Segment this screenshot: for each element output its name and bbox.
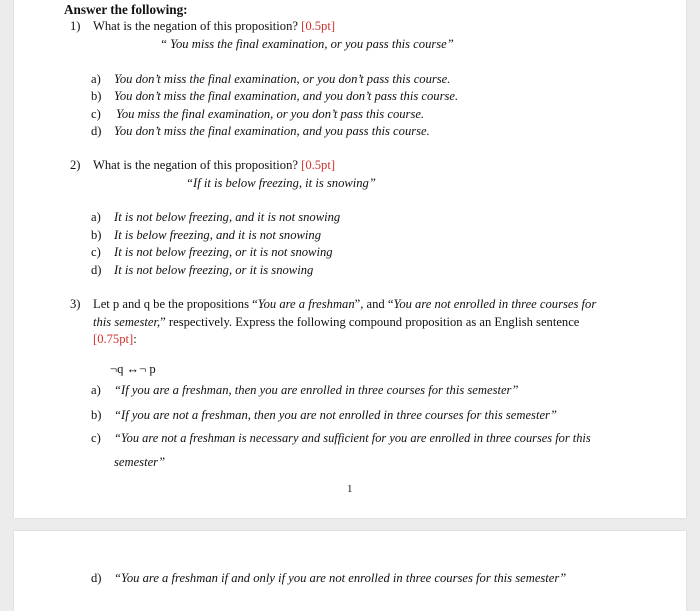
q3-line-1 xyxy=(93,297,596,311)
q2-option-c: It is not below freezing, or it is not snowing xyxy=(114,245,333,259)
q2-number: 2) xyxy=(70,158,81,172)
q3-line1-a: Let p and q be the propositions “ xyxy=(93,297,258,311)
q2-option-d-label: d) xyxy=(91,263,102,277)
q2-option-a-label: a) xyxy=(91,210,101,224)
page-number: 1 xyxy=(347,483,353,495)
q1-option-a-label: a) xyxy=(91,72,101,86)
q1-option-c-label: c) xyxy=(91,107,101,121)
q2-option-b: It is below freezing, and it is not snowing xyxy=(114,228,321,242)
q3-formula: ¬q ↔¬ p xyxy=(110,362,156,376)
q3-option-b-label: b) xyxy=(91,408,102,422)
q1-points: [0.5pt] xyxy=(301,19,336,33)
q1-option-a: You don’t miss the final examination, or you don’t pass this course. xyxy=(114,72,451,86)
heading: Answer the following: xyxy=(64,2,188,17)
document-page-1 xyxy=(14,0,686,518)
q2-option-d: It is not below freezing, or it is snowing xyxy=(114,263,314,277)
q3-option-a-label: a) xyxy=(91,383,101,397)
q3-option-c-label: c) xyxy=(91,431,101,445)
q2-option-a: It is not below freezing, and it is not snowing xyxy=(114,210,341,224)
q1-proposition: “ You miss the final examination, or you pass this course” xyxy=(160,37,454,51)
q2-option-b-label: b) xyxy=(91,228,102,242)
q3-prop-q: You are not enrolled in three courses for xyxy=(393,297,597,311)
q2-proposition: “If it is below freezing, it is snowing” xyxy=(186,176,376,190)
q1-option-c: You miss the final examination, or you don’t pass this course. xyxy=(116,107,425,121)
q1-option-d-label: d) xyxy=(91,124,102,138)
q3-line1-c: ”, and “ xyxy=(354,297,394,311)
q1-prompt xyxy=(93,19,335,33)
q3-option-c-continued: semester” xyxy=(114,455,166,469)
q1-prompt-text: What is the negation of this proposition? xyxy=(93,19,298,33)
q3-option-c: “You are not a freshman is necessary and sufficient for you are enrolled in three courses for this xyxy=(114,431,591,445)
q2-points: [0.5pt] xyxy=(301,158,336,172)
q1-option-d: You don’t miss the final examination, and you pass this course. xyxy=(114,124,430,138)
q3-prop-p: You are a freshman xyxy=(257,297,355,311)
q1-number: 1) xyxy=(70,19,81,33)
q1-option-b-label: b) xyxy=(91,89,102,103)
q3-prop-q-cont: this semester, xyxy=(93,315,161,329)
document-page-2 xyxy=(14,531,686,611)
q3-option-d: “You are a freshman if and only if you are not enrolled in three courses for this semester” xyxy=(114,571,567,585)
q3-points-suffix: : xyxy=(133,332,137,346)
q1-option-b: You don’t miss the final examination, and you don’t pass this course. xyxy=(114,89,459,103)
q3-option-a: “If you are a freshman, then you are enrolled in three courses for this semester” xyxy=(114,383,519,397)
q3-option-b: “If you are not a freshman, then you are not enrolled in three courses for this semester” xyxy=(114,408,557,422)
q3-line2-b: ” respectively. Express the following compound proposition as an English sentence xyxy=(160,315,580,329)
q3-number: 3) xyxy=(70,297,81,311)
q3-points-line xyxy=(93,332,137,346)
q3-option-d-label: d) xyxy=(91,571,102,585)
q3-points: [0.75pt] xyxy=(93,332,134,346)
q2-prompt-text: What is the negation of this proposition? xyxy=(93,158,298,172)
q3-line-2 xyxy=(93,315,579,329)
q2-option-c-label: c) xyxy=(91,245,101,259)
q2-prompt xyxy=(93,158,335,172)
